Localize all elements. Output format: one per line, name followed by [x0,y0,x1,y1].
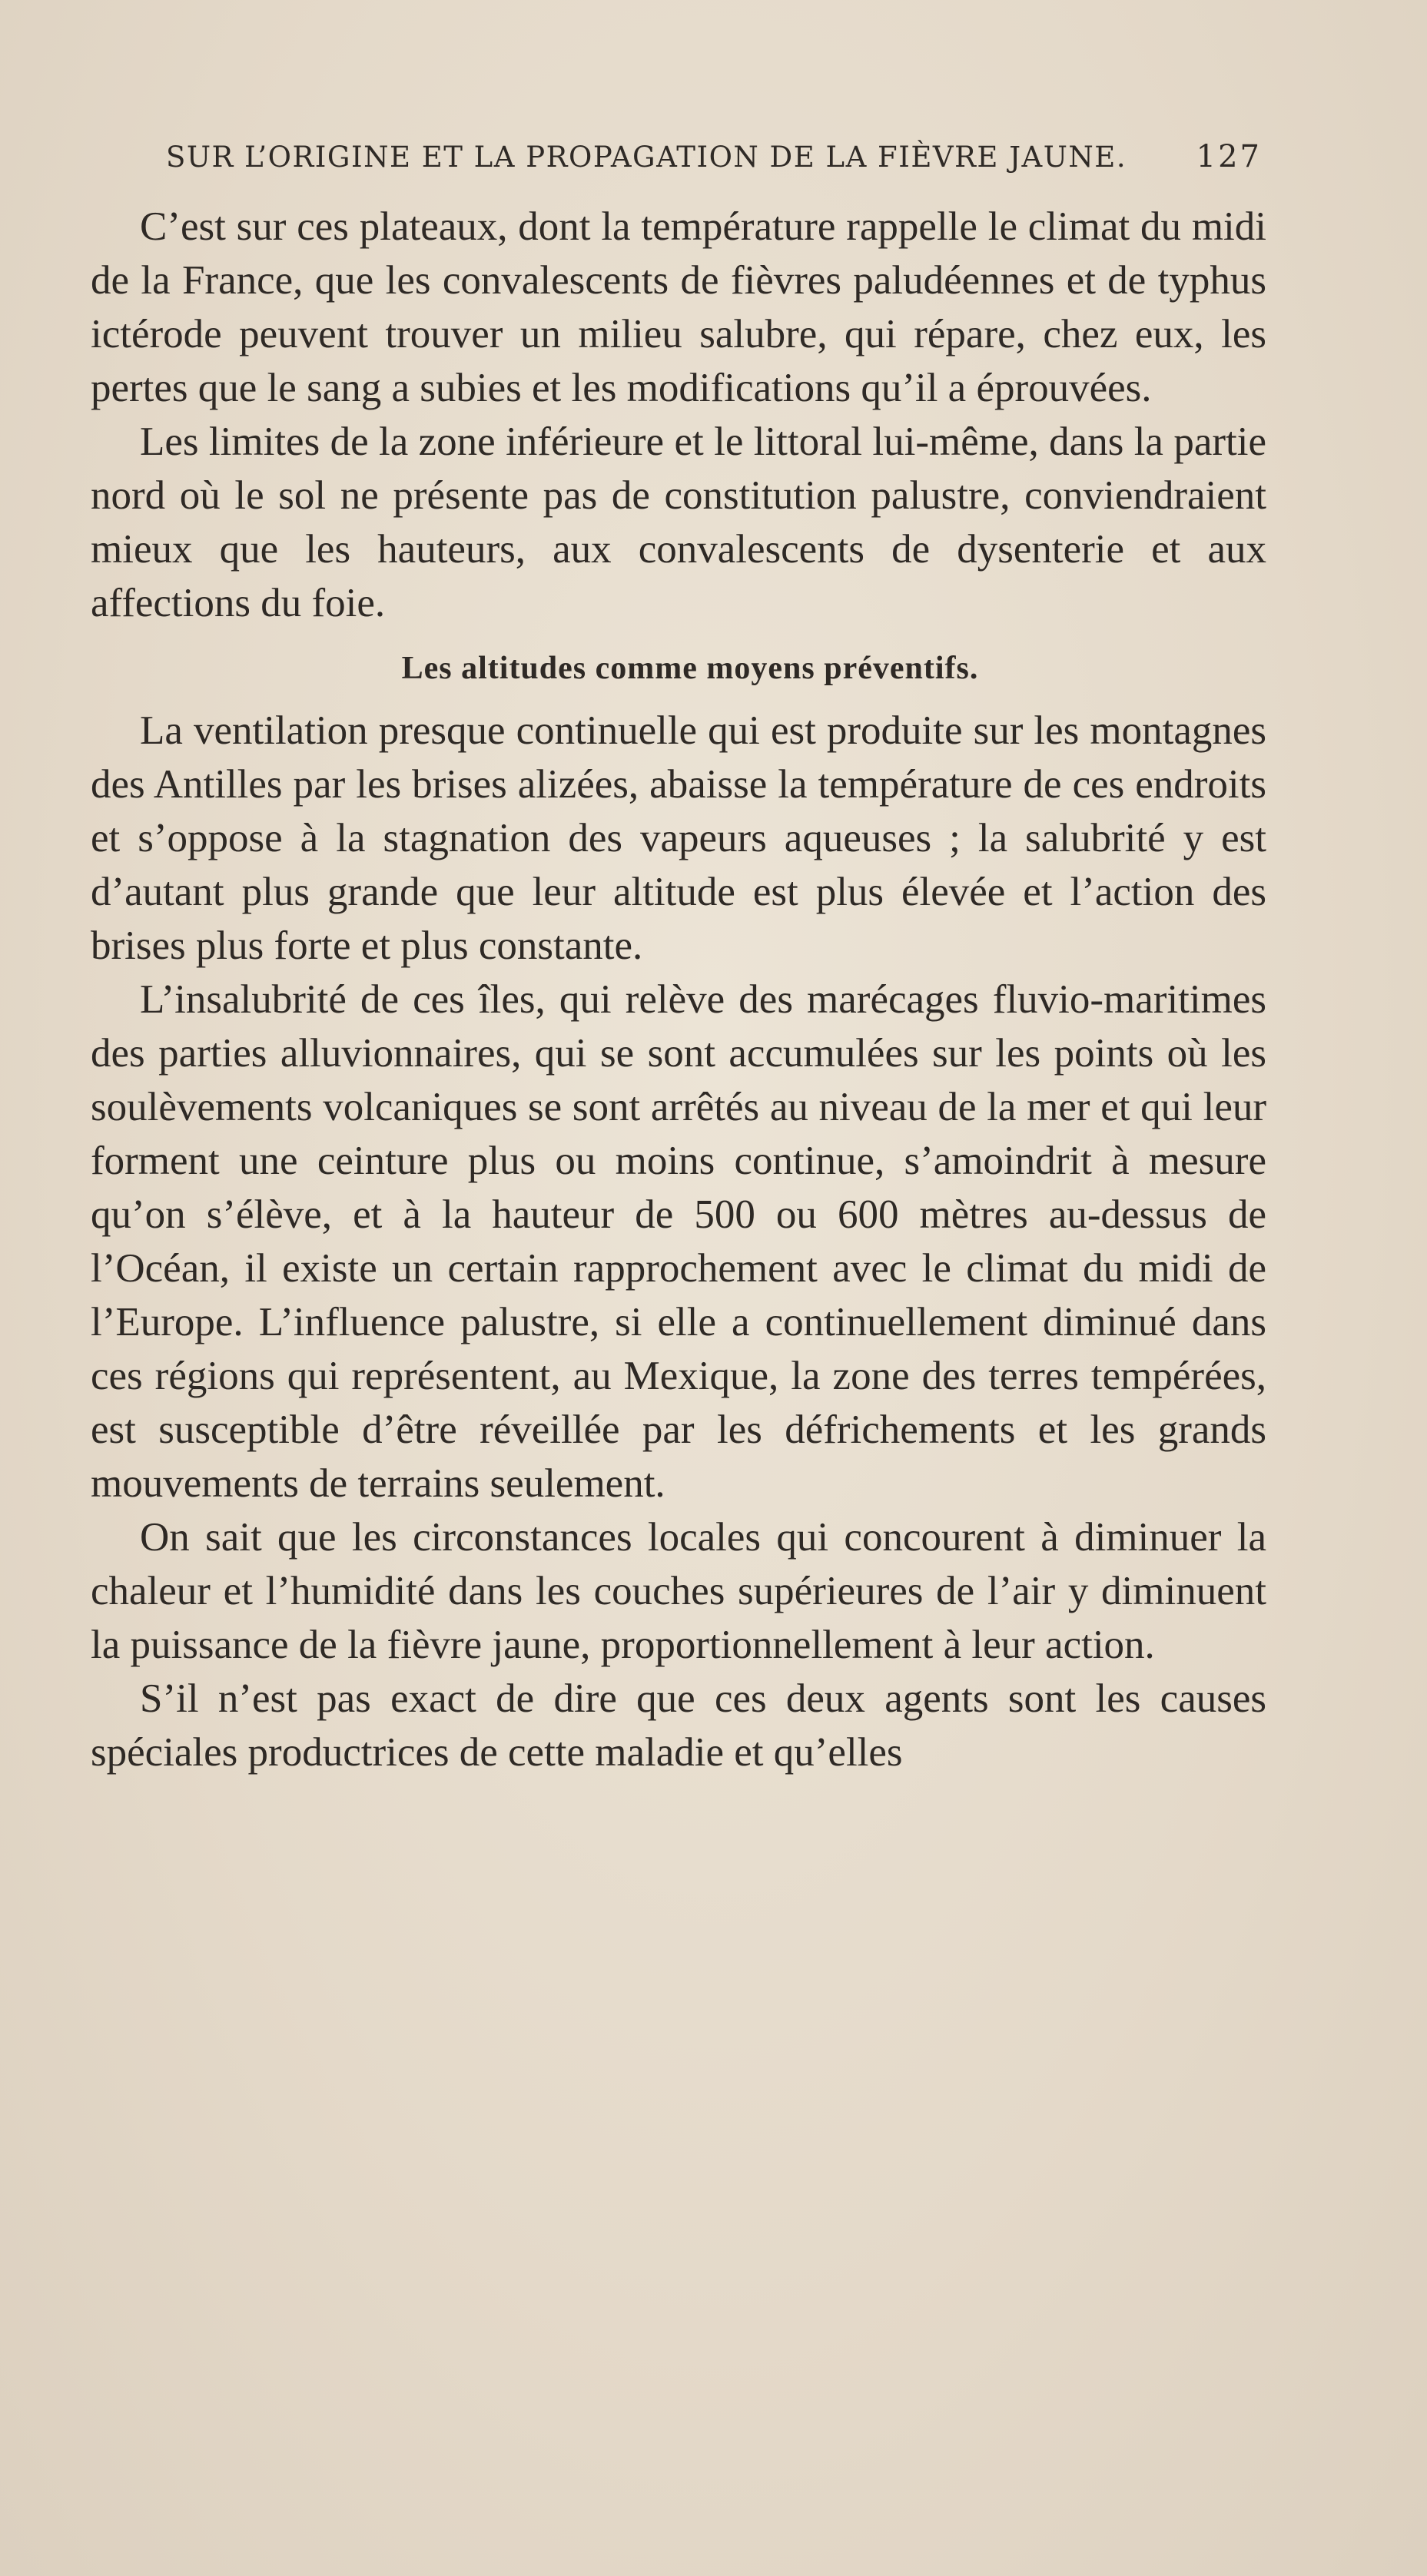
paragraph-agents: S’il n’est pas exact de dire que ces deux agents sont les causes spéciales productrices de cette maladie et qu’elles [91,1676,1266,1775]
paragraph-ventilation: La ventilation presque continuelle qui est produite sur les montagnes des Antilles par les brises alizées, abaisse la température de ces endroits et s’oppose à la stagnation des vapeurs aqueuses ; la salubrité y est d’autant plus grande que leur altitude est plus élevée et l’action des brises plus forte et plus constante. [91,708,1266,968]
paragraph-limites: Les limites de la zone inférieure et le littoral lui-même, dans la partie nord où le sol ne présente pas de constitution palustre, conviendraient mieux que les hauteurs, aux convalescents de dysenterie et aux affections du foie. [91,419,1266,625]
paragraph-plateaux: C’est sur ces plateaux, dont la température rappelle le climat du midi de la France, que les convalescents de fièvres paludéennes et de typhus ictérode peuvent trouver un milieu salubre, qui répare, chez eux, les pertes que le sang a subies et les modifications qu’il a éprouvées. [91,204,1266,410]
text-block [91,200,1266,1779]
paragraph-circonstances: On sait que les circonstances locales qui concourent à diminuer la chaleur et l’humidité dans les couches supérieures de l’air y diminuent la puissance de la fièvre jaune, proportionnellement à leur action. [91,1515,1266,1667]
running-title: SUR L’ORIGINE ET LA PROPAGATION DE LA FIÈVRE JAUNE. [166,141,1127,174]
paragraph-insalubrite: L’insalubrité de ces îles, qui relève des marécages fluvio-maritimes des parties alluvionnaires, qui se sont accumulées sur les points où les soulèvements volcaniques se sont arrêtés au niveau de la mer et qui leur forment une ceinture plus ou moins continue, s’amoindrit à mesure qu’on s’élève, et à la hauteur de 500 ou 600 mètres au-dessus de l’Océan, il existe un certain rapprochement avec le climat du midi de l’Europe. L’influence palustre, si elle a continuellement diminué dans ces régions qui représentent, au Mexique, la zone des terres tempérées, est susceptible d’être réveillée par les défrichements et les grands mouvements de terrains seulement. [91,977,1266,1506]
section-heading: Les altitudes comme moyens préventifs. [401,651,979,686]
page-number: 127 [1196,139,1262,174]
running-head [166,139,1262,185]
